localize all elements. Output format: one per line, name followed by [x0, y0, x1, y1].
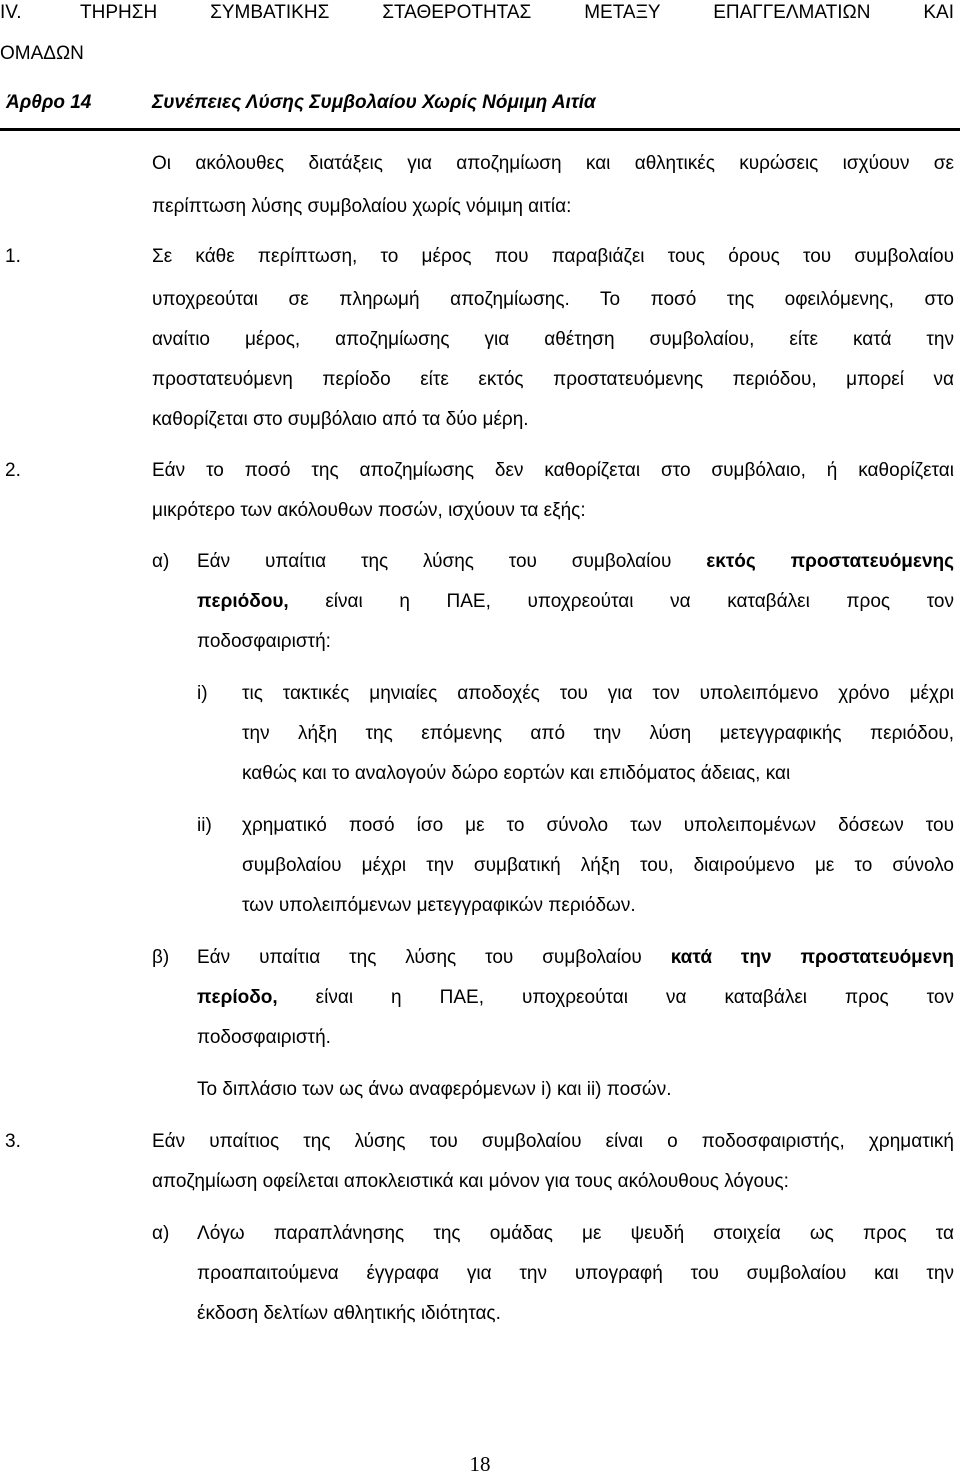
intro-text: Οι ακόλουθες διατάξεις για αποζημίωση και αθλητικές κυρώσεις ισχύουν σε: [152, 153, 954, 174]
item-label: ii): [197, 815, 212, 836]
subparagraph-text-normal: Εάν υπαίτια της λύσης του συμβολαίου: [197, 551, 672, 572]
paragraph-text: αποζημίωση οφείλεται αποκλειστικά και μόνον για τους ακόλουθους λόγους:: [152, 1171, 789, 1192]
subparagraph-label: α): [152, 551, 170, 572]
item-label: i): [197, 683, 208, 704]
article-title: Συνέπειες Λύσης Συμβολαίου Χωρίς Νόμιμη Αιτία: [152, 92, 596, 113]
intro-text: περίπτωση λύσης συμβολαίου χωρίς νόμιμη αιτία:: [152, 196, 572, 217]
subparagraph-text: ποδοσφαιριστή.: [197, 1027, 331, 1048]
subparagraph-text: [197, 591, 954, 613]
item-text: την λήξη της επόμενης από την λύση μετεγγραφικής περιόδου,: [242, 723, 954, 744]
subparagraph-note: Το διπλάσιο των ως άνω αναφερόμενων i) και ii) ποσών.: [197, 1079, 672, 1100]
paragraph-text: μικρότερο των ακόλουθων ποσών, ισχύουν τα εξής:: [152, 500, 586, 521]
article-number: Άρθρο 14: [6, 92, 92, 113]
page-number: 18: [469, 1452, 491, 1476]
subparagraph-text-bold: περίοδο,: [197, 987, 278, 1008]
subparagraph-text-bold: κατά την προστατευόμενη: [670, 947, 954, 968]
item-text: των υπολειπόμενων μετεγγραφικών περιόδων.: [242, 895, 636, 916]
paragraph-number: 2.: [5, 460, 21, 481]
subparagraph-text: έκδοση δελτίων αθλητικής ιδιότητας.: [197, 1303, 501, 1324]
subparagraph-text: [197, 551, 954, 573]
subparagraph-text-normal: Εάν υπαίτια της λύσης του συμβολαίου: [197, 947, 642, 968]
item-text: συμβολαίου μέχρι την συμβατική λήξη του, διαιρούμενο με το σύνολο: [242, 855, 954, 876]
subparagraph-label: α): [152, 1223, 170, 1244]
heading-divider: [0, 128, 960, 131]
paragraph-text: αναίτιο μέρος, αποζημίωσης για αθέτηση συμβολαίου, είτε κατά την: [152, 329, 954, 350]
subparagraph-text: ποδοσφαιριστή:: [197, 631, 331, 652]
subparagraph-text: [197, 987, 954, 1009]
paragraph-number: 1.: [5, 246, 21, 267]
section-heading: ΤΗΡΗΣΗ ΣΥΜΒΑΤΙΚΗΣ ΣΤΑΘΕΡΟΤΗΤΑΣ ΜΕΤΑΞΥ ΕΠΑΓΓΕΛΜΑΤΙΩΝ ΚΑΙ: [80, 2, 954, 23]
item-text: καθώς και το αναλογούν δώρο εορτών και επιδόματος άδειας, και: [242, 763, 791, 784]
paragraph-number: 3.: [5, 1131, 21, 1152]
section-number: IV.: [0, 2, 22, 23]
subparagraph-text-normal: είναι η ΠΑΕ, υποχρεούται να καταβάλει προς τον: [315, 987, 954, 1008]
subparagraph-text-bold: εκτός προστατευόμενης: [706, 551, 955, 572]
subparagraph-text-normal: είναι η ΠΑΕ, υποχρεούται να καταβάλει προς τον: [325, 591, 954, 612]
section-heading-continued: ΟΜΑΔΩΝ: [0, 43, 84, 64]
paragraph-text: προστατευόμενη περίοδο είτε εκτός προστατευόμενης περιόδου, μπορεί να: [152, 369, 954, 390]
paragraph-text: καθορίζεται στο συμβόλαιο από τα δύο μέρη.: [152, 409, 529, 430]
subparagraph-text: Λόγω παραπλάνησης της ομάδας με ψευδή στοιχεία ως προς τα: [197, 1223, 954, 1244]
paragraph-text: Εάν το ποσό της αποζημίωσης δεν καθορίζεται στο συμβόλαιο, ή καθορίζεται: [152, 460, 954, 481]
subparagraph-label: β): [152, 947, 170, 968]
item-text: χρηματικό ποσό ίσο με το σύνολο των υπολειπομένων δόσεων του: [242, 815, 954, 836]
paragraph-text: υποχρεούται σε πληρωμή αποζημίωσης. Το ποσό της οφειλόμενης, στο: [152, 289, 954, 310]
item-text: τις τακτικές μηνιαίες αποδοχές του για τον υπολειπόμενο χρόνο μέχρι: [242, 683, 954, 704]
paragraph-text: Σε κάθε περίπτωση, το μέρος που παραβιάζει τους όρους του συμβολαίου: [152, 246, 954, 267]
subparagraph-text-bold: περιόδου,: [197, 591, 289, 612]
subparagraph-text: [197, 947, 954, 969]
paragraph-text: Εάν υπαίτιος της λύσης του συμβολαίου είναι ο ποδοσφαιριστής, χρηματική: [152, 1131, 954, 1152]
subparagraph-text: προαπαιτούμενα έγγραφα για την υπογραφή του συμβολαίου και την: [197, 1263, 954, 1284]
